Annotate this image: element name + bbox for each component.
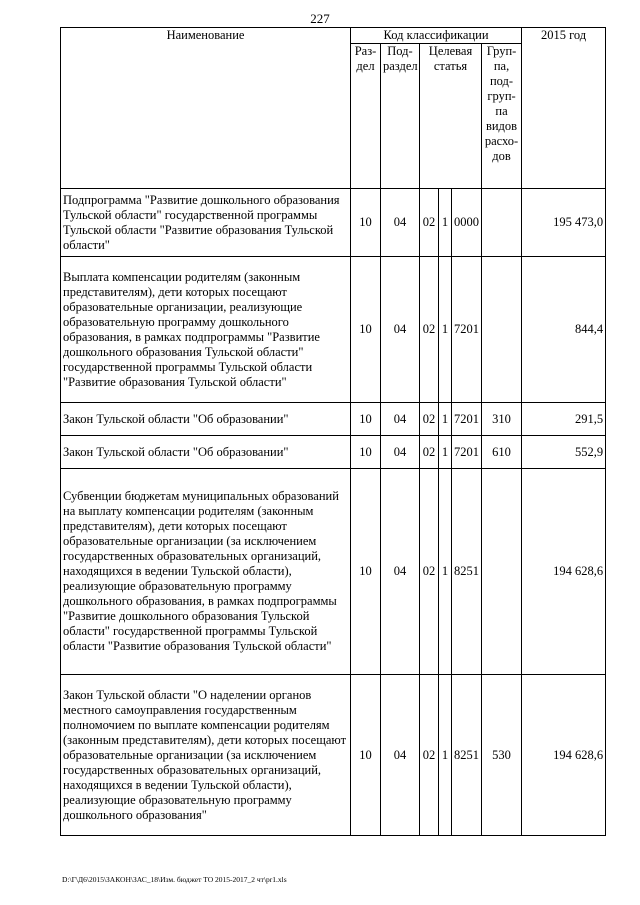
- row-cs-program: 02: [420, 436, 439, 469]
- header-name: Наименование: [61, 28, 351, 189]
- row-cs-program: 02: [420, 189, 439, 257]
- row-podrazdel: 04: [381, 675, 420, 836]
- row-amount: 195 473,0: [522, 189, 606, 257]
- row-podrazdel: 04: [381, 436, 420, 469]
- header-celevaya-statya: Целевая статья: [420, 44, 482, 189]
- row-cs-direction: 7201: [452, 436, 482, 469]
- row-cs-subprogram: 1: [439, 189, 452, 257]
- row-vid-rashodov: [482, 469, 522, 675]
- header-gruppa-vidov-rashodov: Груп- па, под- груп- па видов расхо- дов: [482, 44, 522, 189]
- table-row: [61, 469, 606, 675]
- row-cs-direction: 7201: [452, 257, 482, 403]
- row-cs-program: 02: [420, 257, 439, 403]
- row-podrazdel: 04: [381, 403, 420, 436]
- row-amount: 552,9: [522, 436, 606, 469]
- row-name: Закон Тульской области "О наделении органов местного самоуправления государственным полномочием по выплате компенсации родителям (законным представителям), дети которых посещают образовательные организации (за исключением государственных образовательных организаций, находящихся в ведении Тульской области), реализующие образовательную программу дошкольного образования": [61, 675, 351, 836]
- table-row: [61, 403, 606, 436]
- row-razdel: 10: [351, 436, 381, 469]
- row-amount: 194 628,6: [522, 469, 606, 675]
- row-cs-program: 02: [420, 403, 439, 436]
- row-name: Подпрограмма "Развитие дошкольного образования Тульской области" государственной программы Тульской области "Развитие образования Тульской области": [61, 189, 351, 257]
- table-row: [61, 436, 606, 469]
- header-year: 2015 год: [522, 28, 606, 189]
- header-podrazdel: Под- раздел: [381, 44, 420, 189]
- header-classification: Код классификации: [351, 28, 522, 44]
- row-razdel: 10: [351, 675, 381, 836]
- row-vid-rashodov: [482, 257, 522, 403]
- row-name: Закон Тульской области "Об образовании": [61, 436, 351, 469]
- table-row: [61, 257, 606, 403]
- row-cs-direction: 7201: [452, 403, 482, 436]
- row-cs-program: 02: [420, 469, 439, 675]
- row-amount: 291,5: [522, 403, 606, 436]
- row-cs-subprogram: 1: [439, 403, 452, 436]
- row-cs-direction: 8251: [452, 675, 482, 836]
- row-vid-rashodov: 310: [482, 403, 522, 436]
- row-razdel: 10: [351, 257, 381, 403]
- row-cs-subprogram: 1: [439, 469, 452, 675]
- row-cs-subprogram: 1: [439, 675, 452, 836]
- row-vid-rashodov: 610: [482, 436, 522, 469]
- row-vid-rashodov: [482, 189, 522, 257]
- table-row: [61, 189, 606, 257]
- row-vid-rashodov: 530: [482, 675, 522, 836]
- page-number: 227: [310, 11, 330, 26]
- row-podrazdel: 04: [381, 257, 420, 403]
- row-cs-direction: 0000: [452, 189, 482, 257]
- row-name: Закон Тульской области "Об образовании": [61, 403, 351, 436]
- row-name: Выплата компенсации родителям (законным представителям), дети которых посещают образовательные организации, реализующие образовательную программу дошкольного образования, в рамках подпрограммы "Развитие дошкольного образования Тульской области" государственной программы Тульской области "Развитие образования Тульской области": [61, 257, 351, 403]
- budget-table: [60, 27, 606, 836]
- row-name: Субвенции бюджетам муниципальных образований на выплату компенсации родителям (законным представителям), дети которых посещают образовательные организации (за исключением государственных образовательных организаций, находящихся в ведении Тульской области), реализующие образовательную программу дошкольного образования, в рамках подпрограммы "Развитие дошкольного образования Тульской области" государственной программы Тульской области "Развитие образования Тульской области": [61, 469, 351, 675]
- row-razdel: 10: [351, 403, 381, 436]
- row-cs-subprogram: 1: [439, 257, 452, 403]
- row-razdel: 10: [351, 189, 381, 257]
- header-row-top: [61, 28, 606, 44]
- row-razdel: 10: [351, 469, 381, 675]
- row-amount: 194 628,6: [522, 675, 606, 836]
- header-razdel: Раз- дел: [351, 44, 381, 189]
- row-cs-direction: 8251: [452, 469, 482, 675]
- row-cs-subprogram: 1: [439, 436, 452, 469]
- file-path-footer: D:\Г\Д6\2015\ЗАКОН\ЗАС_18\Изм. бюджет ТО 2015-2017_2 чт\pr1.xls: [62, 875, 287, 884]
- row-cs-program: 02: [420, 675, 439, 836]
- row-podrazdel: 04: [381, 189, 420, 257]
- row-amount: 844,4: [522, 257, 606, 403]
- table-row: [61, 675, 606, 836]
- row-podrazdel: 04: [381, 469, 420, 675]
